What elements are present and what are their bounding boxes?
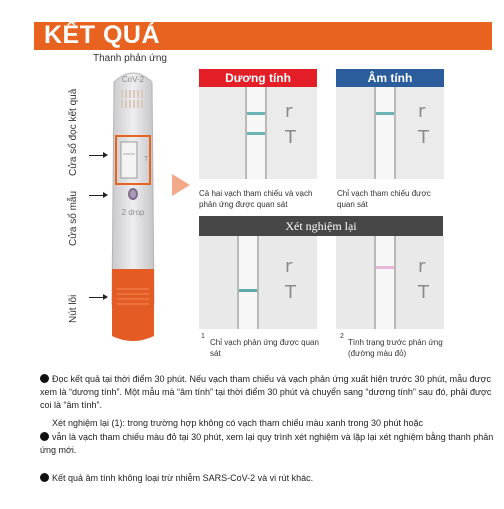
bullet-icon (40, 374, 49, 383)
note-2 (40, 417, 498, 430)
note-1 (40, 373, 498, 412)
reading-window-arrow (89, 155, 103, 156)
negative-strip-window (336, 87, 444, 179)
letter-r: r (418, 101, 426, 122)
note-3 (40, 431, 498, 457)
letter-t: T (418, 127, 429, 148)
negative-title: Âm tính (336, 69, 444, 87)
retest-case-1-number: 1 (201, 333, 205, 340)
reading-window-label: Cửa sổ đọc kết quả (68, 88, 79, 176)
retest-case-2-number: 2 (340, 333, 344, 340)
pre-reaction-line (376, 266, 394, 269)
note-4 (40, 472, 498, 485)
bullet-icon (40, 473, 49, 482)
cap-arrow (89, 297, 103, 298)
retest-case-2-caption: Tình trạng trước phản ứng (đường màu đỏ) (348, 338, 443, 358)
bullet-icon (40, 432, 49, 441)
note-text: Kết quả âm tính không loại trừ nhiễm SARS-CoV-2 và vi rút khác. (52, 473, 314, 483)
retest-panel-1 (199, 236, 317, 329)
test-line (247, 132, 265, 135)
window-letter: T (144, 156, 149, 163)
test-line (239, 289, 257, 292)
drop-label: 2 drop (121, 208, 145, 217)
letter-t: T (285, 127, 296, 148)
negative-strip (374, 87, 396, 179)
positive-caption: Cả hai vạch tham chiếu và vạch phản ứng được quan sát (199, 189, 313, 209)
retest-strip-2 (374, 236, 396, 329)
retest-strip-1 (237, 236, 259, 329)
cap-label: Nút lõi (68, 294, 79, 323)
letter-r: r (285, 256, 293, 277)
control-line (247, 112, 265, 115)
letter-t: T (285, 282, 296, 303)
retest-title: Xét nghiệm lại (285, 219, 357, 233)
result-arrow-icon (170, 172, 192, 198)
positive-panel (199, 69, 317, 179)
positive-strip (245, 87, 267, 179)
note-text: vẫn là vạch tham chiếu màu đỏ tại 30 phút, xem lại quy trình xét nghiệm và lặp lại xét nghiệm bằng thanh phản ứng mới. (40, 432, 494, 455)
note-text: Xét nghiệm lại (1): trong trường hợp không có vạch tham chiếu màu xanh trong 30 phút hoặc (52, 418, 424, 428)
negative-caption: Chỉ vạch tham chiếu được quan sát (337, 189, 431, 209)
letter-r: r (418, 256, 426, 277)
positive-title: Dương tính (199, 69, 317, 87)
retest-panel-2 (336, 236, 444, 329)
reagent-label: Thanh phản ứng (93, 53, 167, 64)
sample-window-arrow (89, 195, 103, 196)
sample-window-label: Cửa sổ mẫu (68, 190, 79, 246)
note-text: Đọc kết quả tại thời điểm 30 phút. Nếu vạch tham chiếu và vạch phản ứng xuất hiện trước 30 phút, mẫu được xem là “dương tính”. Một mẫu mà “âm tính” tại thời điểm 30 phút và chuyển sang “dương tính” sau đó, phải được coi là “âm tính”. (40, 374, 492, 410)
page-title: KẾT QUẢ (44, 21, 160, 49)
negative-panel (336, 69, 444, 179)
control-line (376, 112, 394, 115)
letter-t: T (418, 282, 429, 303)
test-device (108, 64, 158, 349)
positive-strip-window (199, 87, 317, 179)
retest-case-1-caption: Chỉ vạch phản ứng được quan sát (210, 338, 319, 358)
letter-r: r (285, 101, 293, 122)
device-name: CoV-2 (121, 75, 145, 84)
